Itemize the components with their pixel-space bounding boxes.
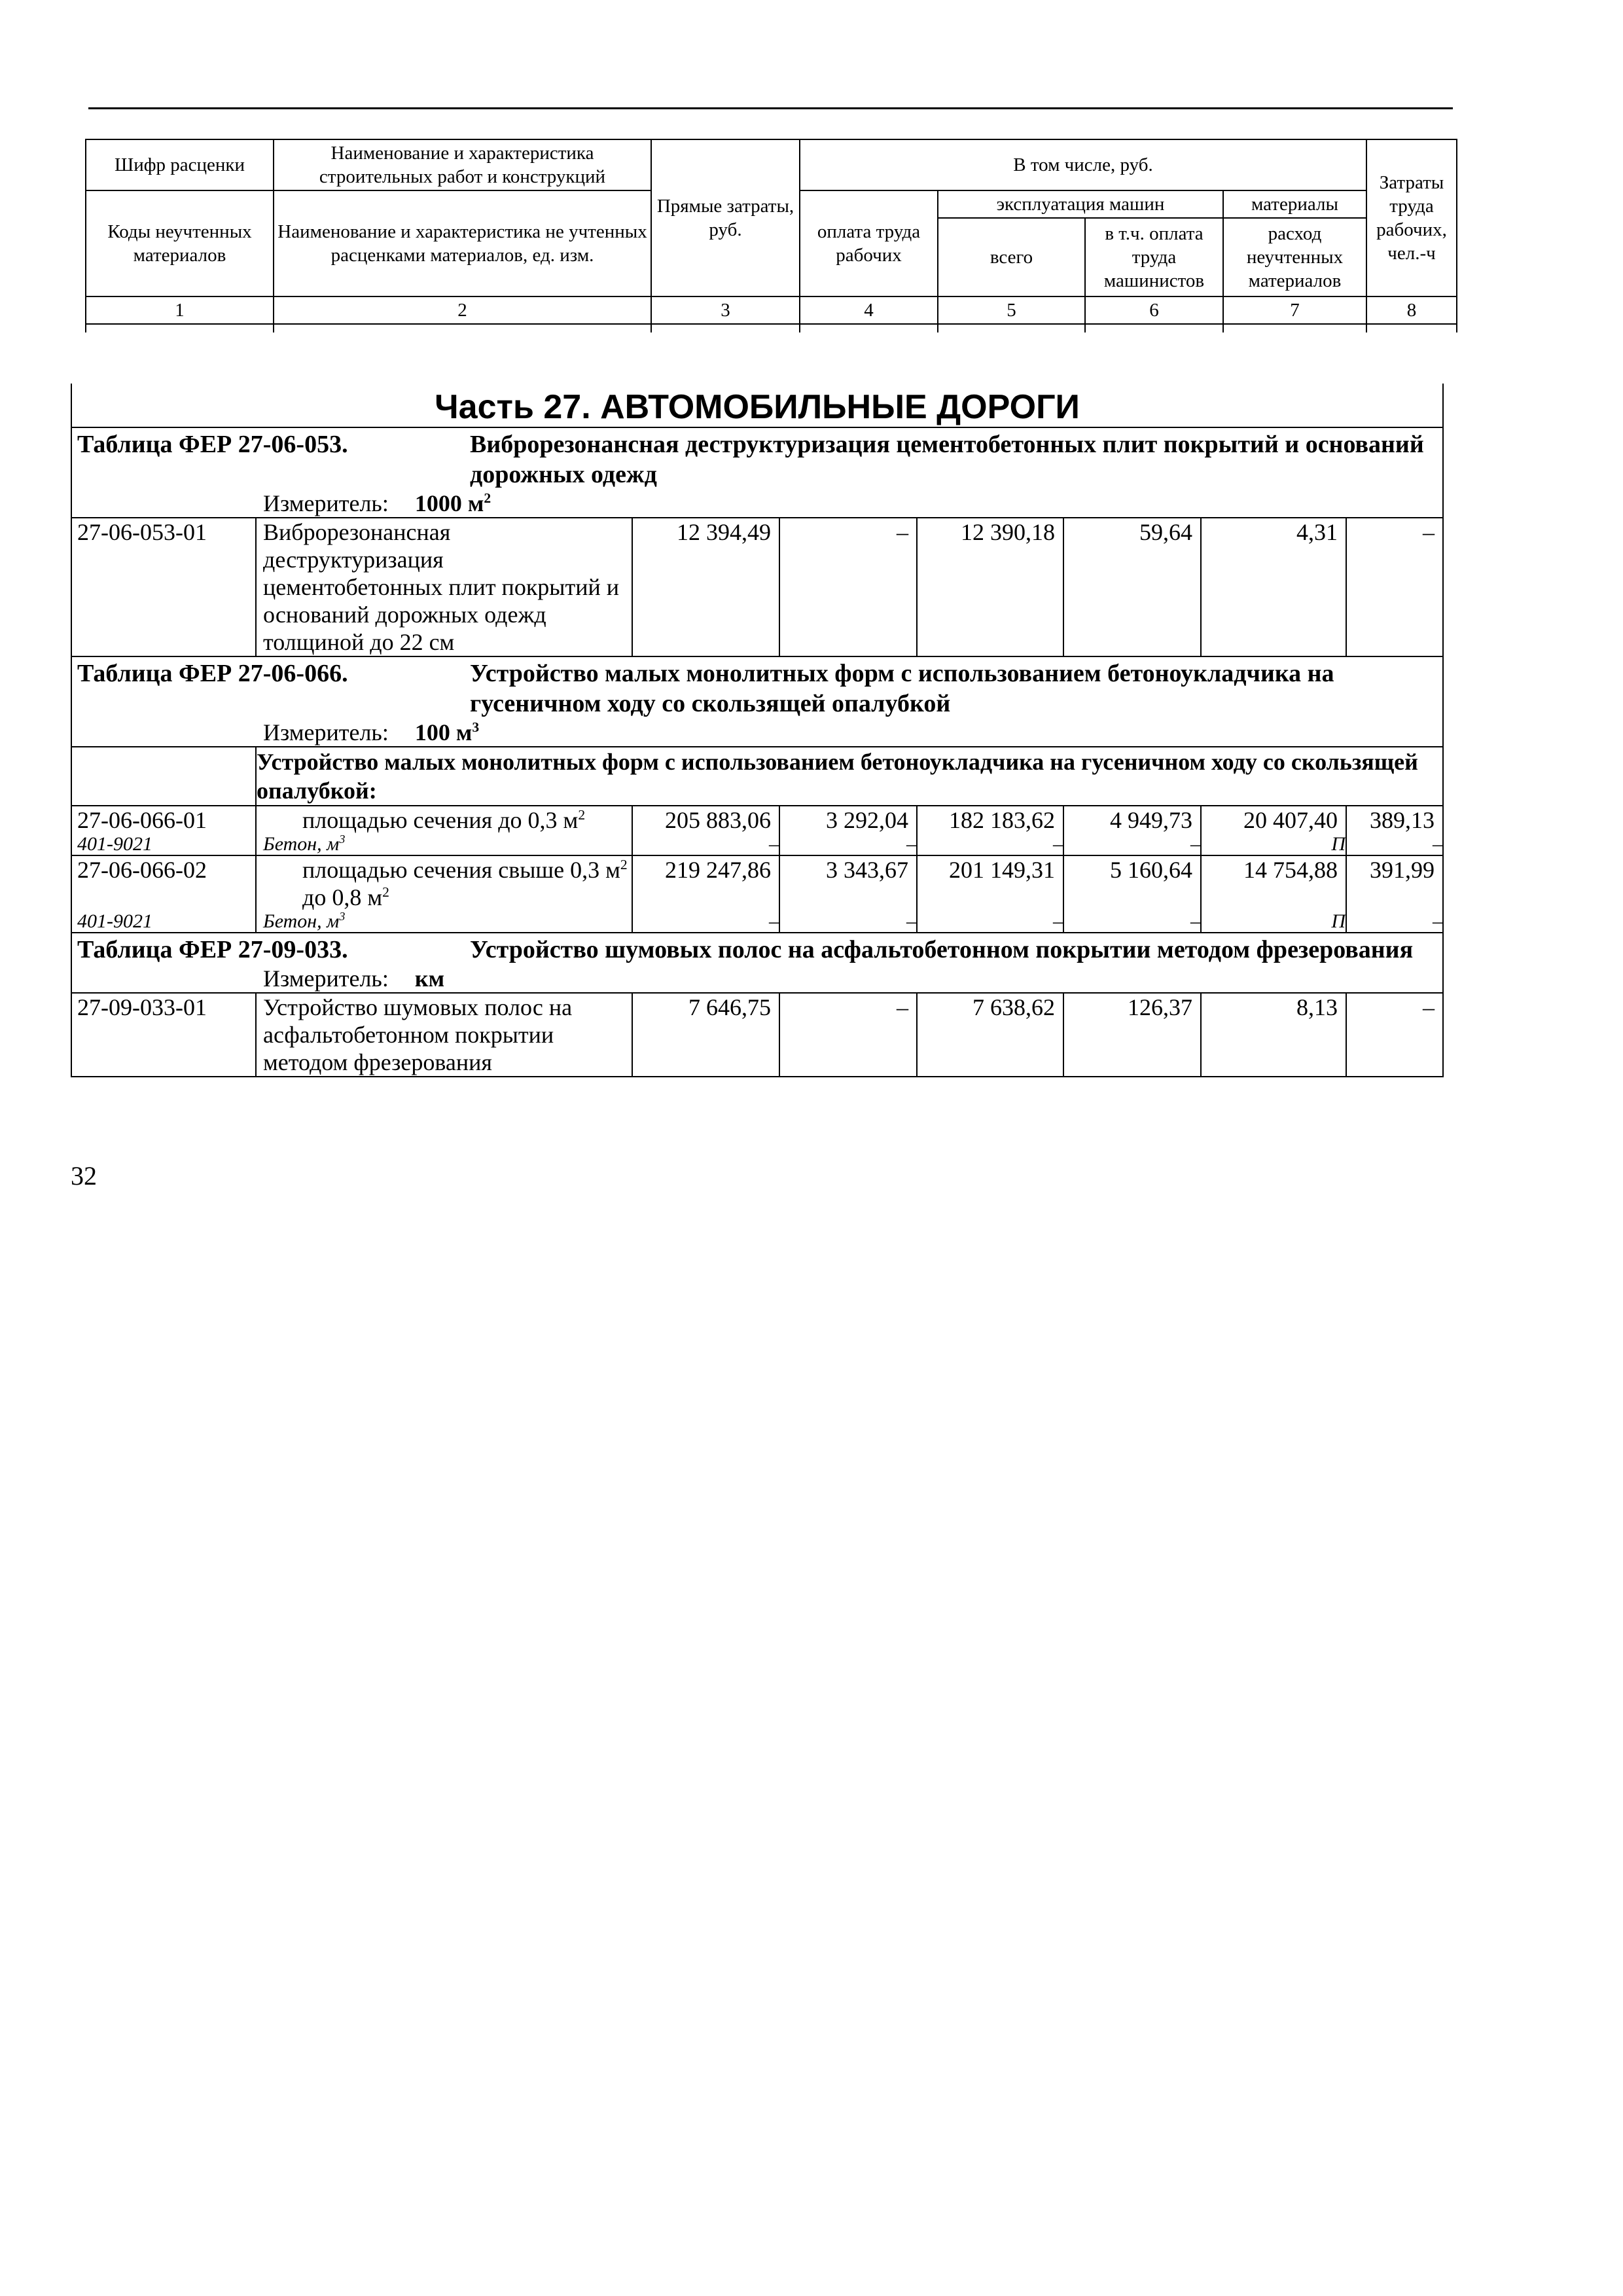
measure-line bbox=[72, 719, 1442, 746]
worker-pay: – bbox=[779, 993, 917, 1077]
direct-costs: 205 883,06 bbox=[632, 806, 779, 834]
column-header-table bbox=[85, 139, 1457, 332]
machines-total: 182 183,62 bbox=[917, 806, 1063, 834]
column-number: 4 bbox=[800, 296, 938, 324]
header-machines: эксплуатация машин bbox=[938, 190, 1223, 218]
table-id: Таблица ФЕР 27-09-033. bbox=[77, 936, 348, 963]
material-row bbox=[71, 911, 1443, 933]
material-row bbox=[71, 834, 1443, 855]
material-name: Бетон, $м^3$ bbox=[256, 834, 632, 855]
table-title: Виброрезонансная деструктуризация цементобетонных плит покрытий и оснований дорожных одежд bbox=[470, 431, 1424, 488]
part-title-cell bbox=[71, 384, 1443, 427]
column-number: 7 bbox=[1223, 296, 1366, 324]
material-sub-value: П bbox=[1201, 911, 1346, 933]
header-worker-pay: оплата труда рабочих bbox=[800, 190, 938, 296]
table-id: Таблица ФЕР 27-06-053. bbox=[77, 431, 348, 458]
material-sub-value: – bbox=[1346, 911, 1443, 933]
table-title: Устройство малых монолитных форм с использованием бетоноукладчика на гусеничном ходу со скользящей опалубкой bbox=[470, 660, 1334, 717]
materials-cost: 8,13 bbox=[1201, 993, 1346, 1077]
header-code: Шифр расценки bbox=[86, 139, 274, 190]
page-number: 32 bbox=[71, 1161, 97, 1191]
table-row bbox=[71, 806, 1443, 834]
machinist-pay: 59,64 bbox=[1063, 518, 1201, 656]
table-caption bbox=[71, 933, 1443, 993]
machines-total: 7 638,62 bbox=[917, 993, 1063, 1077]
material-sub-value: – bbox=[632, 834, 779, 855]
table-id: Таблица ФЕР 27-06-066. bbox=[77, 660, 348, 687]
measure-label: Измеритель: bbox=[263, 490, 389, 516]
material-sub-value: – bbox=[1063, 911, 1201, 933]
column-number: 5 bbox=[938, 296, 1085, 324]
rate-code: 27-06-066-02 bbox=[71, 855, 256, 911]
column-number: 1 bbox=[86, 296, 274, 324]
materials-cost: 14 754,88 bbox=[1201, 855, 1346, 911]
header-direct-costs: Прямые затраты, руб. bbox=[651, 139, 800, 296]
direct-costs: 219 247,86 bbox=[632, 855, 779, 911]
materials-cost: 20 407,40 bbox=[1201, 806, 1346, 834]
labor-hours: – bbox=[1346, 518, 1443, 656]
rate-description: Устройство шумовых полос на асфальтобетонном покрытии методом фрезерования bbox=[256, 993, 632, 1077]
measure-line bbox=[72, 490, 1442, 517]
direct-costs: 12 394,49 bbox=[632, 518, 779, 656]
header-unaccounted-materials: расход неучтенных материалов bbox=[1223, 218, 1366, 296]
machinist-pay: 5 160,64 bbox=[1063, 855, 1201, 911]
column-number: 6 bbox=[1085, 296, 1223, 324]
material-sub-value: П bbox=[1201, 834, 1346, 855]
part-title: Часть 27. АВТОМОБИЛЬНЫЕ ДОРОГИ bbox=[435, 388, 1080, 426]
rate-description: площадью сечения до 0,3 $м^2$ bbox=[256, 806, 632, 834]
measure-value: 1000 $м^2$ bbox=[414, 490, 491, 516]
worker-pay: 3 292,04 bbox=[779, 806, 917, 834]
rate-description: площадью сечения свыше 0,3 $м^2$ до 0,8 $м^2$ bbox=[256, 855, 632, 911]
table-caption bbox=[71, 656, 1443, 747]
material-name: Бетон, $м^3$ bbox=[256, 911, 632, 933]
machinist-pay: 126,37 bbox=[1063, 993, 1201, 1077]
header-material-codes: Коды неучтенных материалов bbox=[86, 190, 274, 296]
table-title: Устройство шумовых полос на асфальтобетонном покрытии методом фрезерования bbox=[470, 936, 1414, 963]
material-sub-value: – bbox=[779, 911, 917, 933]
machines-total: 201 149,31 bbox=[917, 855, 1063, 911]
table-row bbox=[71, 518, 1443, 656]
top-rule bbox=[88, 107, 1453, 109]
column-number: 2 bbox=[274, 296, 651, 324]
material-code: 401-9021 bbox=[71, 834, 256, 855]
header-machines-total: всего bbox=[938, 218, 1085, 296]
measure-value: км bbox=[414, 965, 445, 992]
header-materials: материалы bbox=[1223, 190, 1366, 218]
labor-hours: 389,13 bbox=[1346, 806, 1443, 834]
material-sub-value: – bbox=[917, 911, 1063, 933]
header-name: Наименование и характеристика строительных работ и конструкций bbox=[274, 139, 651, 190]
labor-hours: – bbox=[1346, 993, 1443, 1077]
machines-total: 12 390,18 bbox=[917, 518, 1063, 656]
measure-line bbox=[72, 965, 1442, 992]
measure-label: Измеритель: bbox=[263, 719, 389, 745]
direct-costs: 7 646,75 bbox=[632, 993, 779, 1077]
header-including: В том числе, руб. bbox=[800, 139, 1366, 190]
group-heading: Устройство малых монолитных форм с использованием бетоноукладчика на гусеничном ходу со скользящей опалубкой: bbox=[256, 747, 1443, 806]
materials-cost: 4,31 bbox=[1201, 518, 1346, 656]
material-sub-value: – bbox=[632, 911, 779, 933]
group-code-cell bbox=[71, 747, 256, 806]
header-material-name: Наименование и характеристика не учтенных расценками материалов, ед. изм. bbox=[274, 190, 651, 296]
column-number: 3 bbox=[651, 296, 800, 324]
header-labor-hours: Затраты труда рабочих, чел.-ч bbox=[1366, 139, 1457, 296]
rate-description: Виброрезонансная деструктуризация цементобетонных плит покрытий и оснований дорожных одежд толщиной до 22 см bbox=[256, 518, 632, 656]
rate-code: 27-06-053-01 bbox=[71, 518, 256, 656]
header-machinist-pay: в т.ч. оплата труда машинистов bbox=[1085, 218, 1223, 296]
material-sub-value: – bbox=[1063, 834, 1201, 855]
worker-pay: – bbox=[779, 518, 917, 656]
table-row bbox=[71, 855, 1443, 911]
measure-label: Измеритель: bbox=[263, 965, 389, 992]
worker-pay: 3 343,67 bbox=[779, 855, 917, 911]
rates-table bbox=[71, 384, 1444, 1077]
machinist-pay: 4 949,73 bbox=[1063, 806, 1201, 834]
rate-code: 27-06-066-01 bbox=[71, 806, 256, 834]
rate-code: 27-09-033-01 bbox=[71, 993, 256, 1077]
table-row bbox=[71, 993, 1443, 1077]
material-sub-value: – bbox=[779, 834, 917, 855]
labor-hours: 391,99 bbox=[1346, 855, 1443, 911]
table-caption bbox=[71, 427, 1443, 518]
column-number: 8 bbox=[1366, 296, 1457, 324]
material-sub-value: – bbox=[917, 834, 1063, 855]
material-sub-value: – bbox=[1346, 834, 1443, 855]
measure-value: 100 $м^3$ bbox=[414, 719, 480, 745]
material-code: 401-9021 bbox=[71, 911, 256, 933]
